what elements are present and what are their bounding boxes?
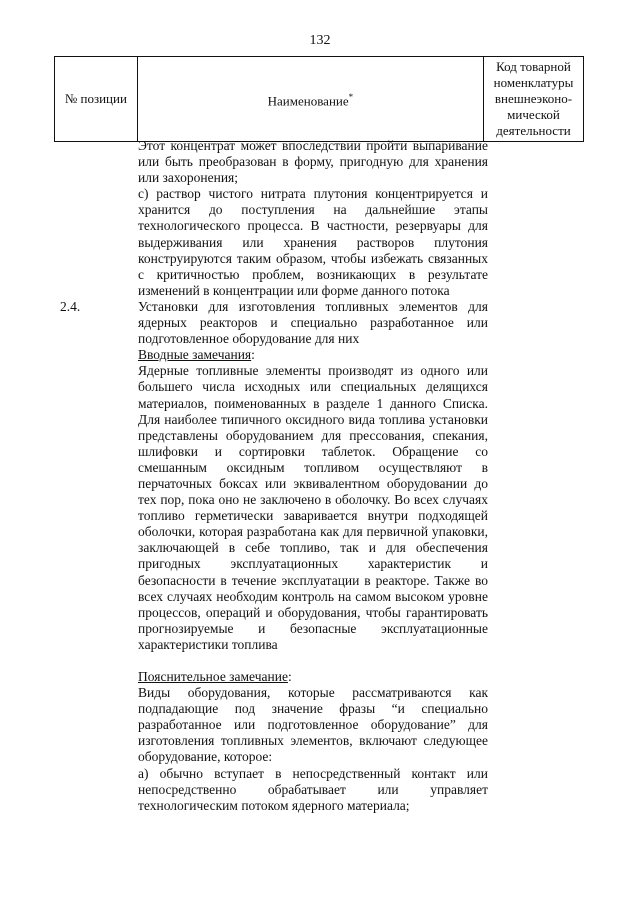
intro-heading-line [138,347,488,363]
code-column-header: Код товарной номенклатуры внешнеэконо-мической деятельности [483,57,583,142]
item-number: 2.4. [60,298,81,314]
item-title: Установки для изготовления топливных элементов для ядерных реакторов и специально разработанное или подготовленное оборудование для них [138,298,488,347]
footnote-mark: * [348,91,354,102]
explanatory-heading: Пояснительное замечание [138,669,288,684]
intro-text: Ядерные топливные элементы производят из одного или большего числа исходных или специальных делящихся материалов, поименованных в разделе 1 данного Списка. Для наиболее типичного оксидного вида топлива установки представлены оборудованием для прессования, спекания, шлифовки и сортировки таблеток. Обращение со смешанным оксидным топливом осуществляют в перчаточных боксах или эквивалентном оборудовании до тех пор, пока оно не заключено в оболочку. Во всех случаях топливо герметически заваривается внутри подходящей оболочки, которая разработана как для первичной упаковки, заключающей в себе топливо, так и для обеспечения пригодных эксплуатационных характеристик и безопасности в течение эксплуатации в реакторе. Также во всех случаях необходим контроль на самом высоком уровне процессов, операций и оборудования, чтобы гарантировать прогнозируемые и безопасные эксплуатационные характеристики топлива [138,363,488,652]
name-cell [138,299,488,814]
position-cell [54,138,138,299]
table-header [54,56,584,142]
continuation-row [54,138,584,299]
list-item-a: a) обычно вступает в непосредственный контакт или непосредственно обрабатывает или управляет технологическим потоком ядерного материала; [138,765,488,813]
paragraph-plutonium-nitrate: c) раствор чистого нитрата плутония концентрируется и хранится до поступления на дальнейшие этапы технологического процесса. В частности, резервуары для выдерживания или хранения растворов плутония конструируются таким образом, чтобы избежать связанных с критичностью проблем, возникающих в результате изменений в концентрации или форме данного потока [138,186,488,298]
page-number: 132 [309,33,331,48]
name-column-label: Наименование [267,93,349,109]
document-body [54,138,584,814]
name-cell [138,138,488,299]
explanatory-heading-line [138,669,488,685]
name-column-header [137,57,483,142]
intro-heading: Вводные замечания [138,347,252,363]
explanatory-heading-colon: : [287,669,292,684]
item-row-2-4 [54,299,584,814]
paragraph-concentrate: Этот концентрат может впоследствии пройти выпаривание или быть преобразован в форму, пригодную для хранения или захоронения; [138,138,488,186]
intro-heading-colon: : [251,347,255,363]
position-column-header: № позиции [55,57,138,142]
explanatory-text: Виды оборудования, которые рассматриваются как подпадающие под значение фразы “и специально разработанное или подготовленное оборудование” для изготовления топливных элементов, включают следующее оборудование, которое: [138,685,488,765]
